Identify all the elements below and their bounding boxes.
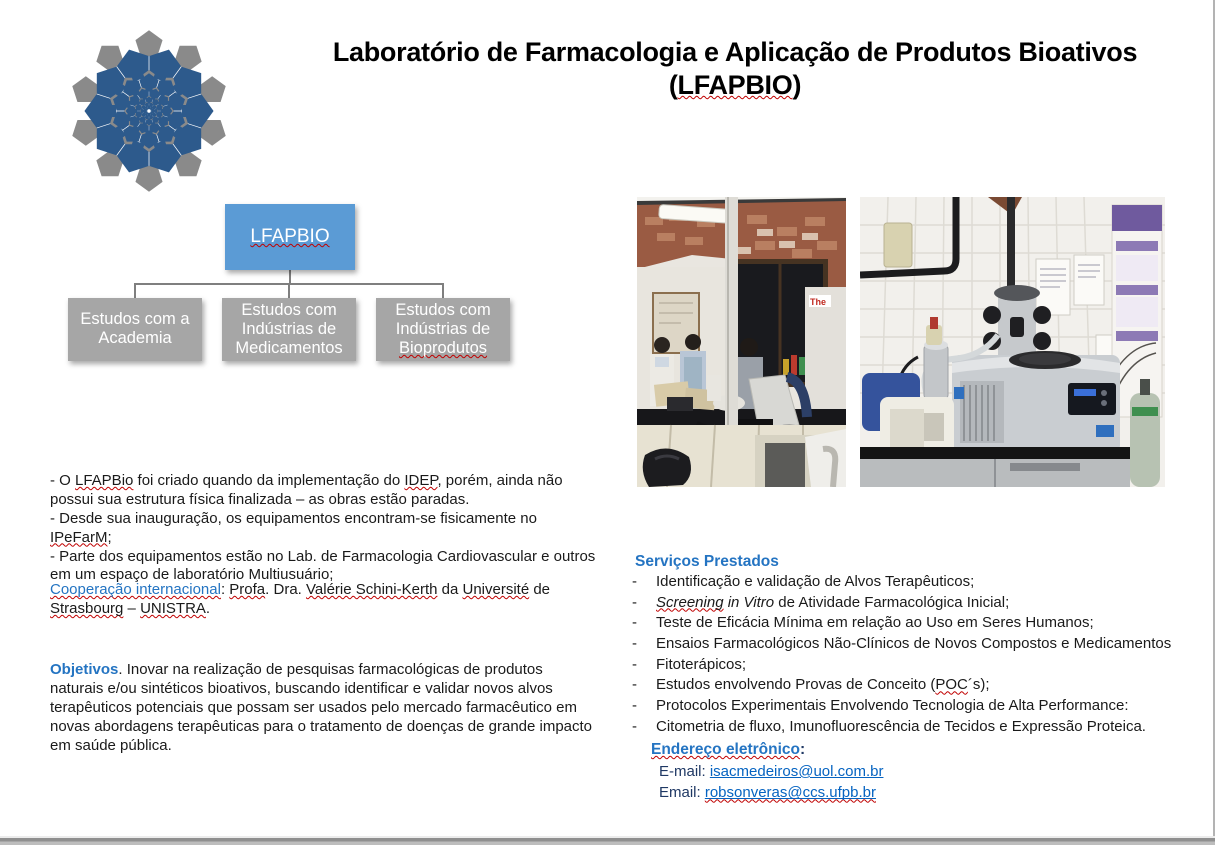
text-segment: ´s); bbox=[967, 676, 990, 694]
email-label: Email: bbox=[659, 784, 705, 802]
text-segment: da bbox=[437, 581, 463, 598]
text-segment: LFAPBIO bbox=[250, 226, 330, 247]
text-segment: Cooperação internacional bbox=[50, 581, 221, 598]
service-item bbox=[630, 717, 1205, 738]
objectives-paragraph bbox=[50, 661, 598, 755]
text-segment: POC bbox=[935, 676, 968, 694]
service-item-text bbox=[656, 573, 974, 590]
org-children-row bbox=[68, 298, 510, 361]
svg-text:The: The bbox=[810, 297, 827, 307]
email-line bbox=[659, 761, 883, 782]
org-box-label bbox=[70, 310, 200, 348]
org-box-child-1[interactable] bbox=[68, 298, 202, 361]
text-segment: Estudos com Indústrias de Medicamentos bbox=[235, 301, 343, 357]
text-segment: Estudos envolvendo Provas de Conceito ( bbox=[656, 676, 936, 694]
service-item-dash: - bbox=[632, 655, 637, 673]
gas-cylinder bbox=[1130, 379, 1160, 487]
service-item bbox=[630, 613, 1205, 634]
freeze-dryer-equipment-photo bbox=[860, 197, 1165, 487]
text-segment: de Atividade Farmacológica Inicial; bbox=[774, 593, 1010, 611]
service-item-text bbox=[656, 718, 1146, 735]
service-item-dash: - bbox=[632, 635, 637, 653]
text-segment: ; bbox=[107, 528, 112, 546]
service-item bbox=[630, 655, 1205, 676]
service-item-dash: - bbox=[632, 573, 637, 590]
service-item-dash: - bbox=[632, 676, 637, 694]
text-segment: UNISTRA bbox=[140, 599, 206, 617]
text-segment: IPeFarM bbox=[50, 528, 108, 546]
text-segment: Valérie Schini-Kerth bbox=[306, 581, 438, 598]
text-segment: – bbox=[123, 599, 141, 617]
text-segment: Citometria de fluxo, Imunofluorescência de Tecidos e Expressão Proteica. bbox=[656, 717, 1146, 735]
service-item-text bbox=[656, 697, 1129, 714]
logo-gray-pentagon bbox=[135, 30, 162, 56]
service-item-dash: - bbox=[632, 614, 637, 632]
text-segment: : bbox=[220, 581, 230, 598]
text-segment: Endereço eletrônico bbox=[651, 741, 801, 758]
text-segment: Laboratório de Farmacologia e Aplicação de Produtos Bioativos ( bbox=[332, 37, 1138, 100]
email-line bbox=[659, 782, 883, 803]
cooperation-paragraph bbox=[50, 581, 598, 619]
contact-heading bbox=[651, 741, 805, 759]
services-list bbox=[630, 572, 1205, 738]
org-connector-stem-3 bbox=[442, 285, 444, 298]
email-link[interactable]: isacmedeiros@uol.com.br bbox=[709, 763, 884, 780]
org-connector-stem-1 bbox=[134, 285, 136, 298]
text-segment: - O bbox=[50, 472, 75, 489]
page-title bbox=[285, 36, 1185, 102]
text-segment: Identificação e validação de Alvos Terapêuticos; bbox=[656, 573, 975, 590]
text-segment: ) bbox=[792, 69, 802, 100]
text-segment: - Parte dos equipamentos estão no Lab. de Farmacologia Cardiovascular e outros em um espaço de laboratório Multiusuário; bbox=[50, 547, 596, 584]
text-segment: Estudos com a Academia bbox=[80, 310, 190, 348]
service-item-dash: - bbox=[632, 717, 637, 735]
text-segment: LFAPBIO bbox=[677, 69, 793, 100]
logo-svg bbox=[66, 24, 232, 198]
org-connector-stem-root bbox=[289, 270, 291, 284]
service-item bbox=[630, 572, 1205, 593]
text-segment: Estudos com Indústrias de bbox=[395, 301, 491, 338]
lfapbio-logo bbox=[66, 24, 232, 198]
text-segment: . Dra. bbox=[265, 581, 306, 598]
text-segment: Screening bbox=[656, 593, 724, 611]
lab-interior-photo bbox=[637, 197, 846, 487]
text-segment: Strasbourg bbox=[50, 599, 124, 617]
service-item bbox=[630, 675, 1205, 696]
email-link[interactable]: robsonveras@ccs.ufpb.br bbox=[704, 784, 876, 802]
org-box-root[interactable] bbox=[225, 204, 355, 270]
text-segment: Ensaios Farmacológicos Não-Clínicos de Novos Compostos e Medicamentos bbox=[656, 635, 1172, 653]
text-segment: Objetivos bbox=[50, 661, 119, 678]
services-heading: Serviços Prestados bbox=[635, 553, 779, 570]
email-link-wrap bbox=[710, 763, 884, 780]
org-box-label bbox=[378, 301, 508, 358]
text-segment: Fitoterápicos; bbox=[656, 655, 747, 673]
text-segment: Profa bbox=[229, 581, 266, 598]
service-item-dash: - bbox=[632, 593, 637, 611]
freeze-dryer-illustration bbox=[860, 197, 1165, 487]
service-item-text bbox=[656, 656, 746, 673]
org-box-child-2[interactable] bbox=[222, 298, 356, 361]
freeze-dryer-body bbox=[952, 351, 1120, 453]
text-segment: : bbox=[800, 741, 806, 758]
service-item-text bbox=[656, 594, 1009, 611]
text-segment: foi criado quando da implementação do bbox=[133, 472, 405, 489]
email-label: E-mail: bbox=[659, 763, 710, 780]
org-box-label bbox=[224, 301, 354, 358]
text-segment: LFAPBio bbox=[75, 472, 134, 489]
text-segment: de bbox=[529, 581, 551, 598]
service-item-text bbox=[656, 635, 1171, 652]
service-item bbox=[630, 696, 1205, 717]
text-segment: in Vitro bbox=[723, 593, 775, 611]
text-segment: - Desde sua inauguração, os equipamentos encontram-se fisicamente no bbox=[50, 509, 537, 527]
intro-line bbox=[50, 548, 598, 586]
text-segment: Bioprodutos bbox=[398, 338, 488, 357]
email-link-wrap bbox=[705, 784, 876, 801]
intro-paragraphs bbox=[50, 472, 598, 585]
service-item bbox=[630, 634, 1205, 655]
slide-bottom-edge bbox=[0, 836, 1215, 845]
text-segment: . Inovar na realização de pesquisas farmacológicas de produtos naturais e/ou sintéticos bioativos, buscando identificar e validar novos alvos terapêuticos potenciais que possam ser usados pelo mercado farmacêutico em novas abordagens terapêuticas para o tratamento de doenças de grande impacto em saúde pública. bbox=[50, 661, 593, 754]
org-connector-stem-2 bbox=[288, 285, 290, 298]
org-box-child-3[interactable] bbox=[376, 298, 510, 361]
text-segment: , porém, ainda não possui sua estrutura física finalizada – as obras estão paradas. bbox=[50, 472, 563, 508]
text-segment: Teste de Eficácia Mínima em relação ao Uso em Seres Humanos; bbox=[656, 614, 1094, 632]
text-segment: . bbox=[205, 599, 211, 617]
service-item-text bbox=[656, 614, 1094, 631]
service-item-dash: - bbox=[632, 697, 637, 715]
intro-line bbox=[50, 510, 598, 548]
email-lines bbox=[659, 761, 883, 804]
text-segment: Protocolos Experimentais Envolvendo Tecnologia de Alta Performance: bbox=[656, 697, 1129, 715]
lab-interior-illustration bbox=[637, 197, 846, 487]
logo-gray-pentagon bbox=[135, 166, 162, 192]
text-segment: IDEP bbox=[404, 472, 438, 489]
intro-line bbox=[50, 472, 598, 510]
service-item bbox=[630, 593, 1205, 614]
service-item-text bbox=[656, 676, 990, 693]
text-segment: Université bbox=[462, 581, 530, 598]
